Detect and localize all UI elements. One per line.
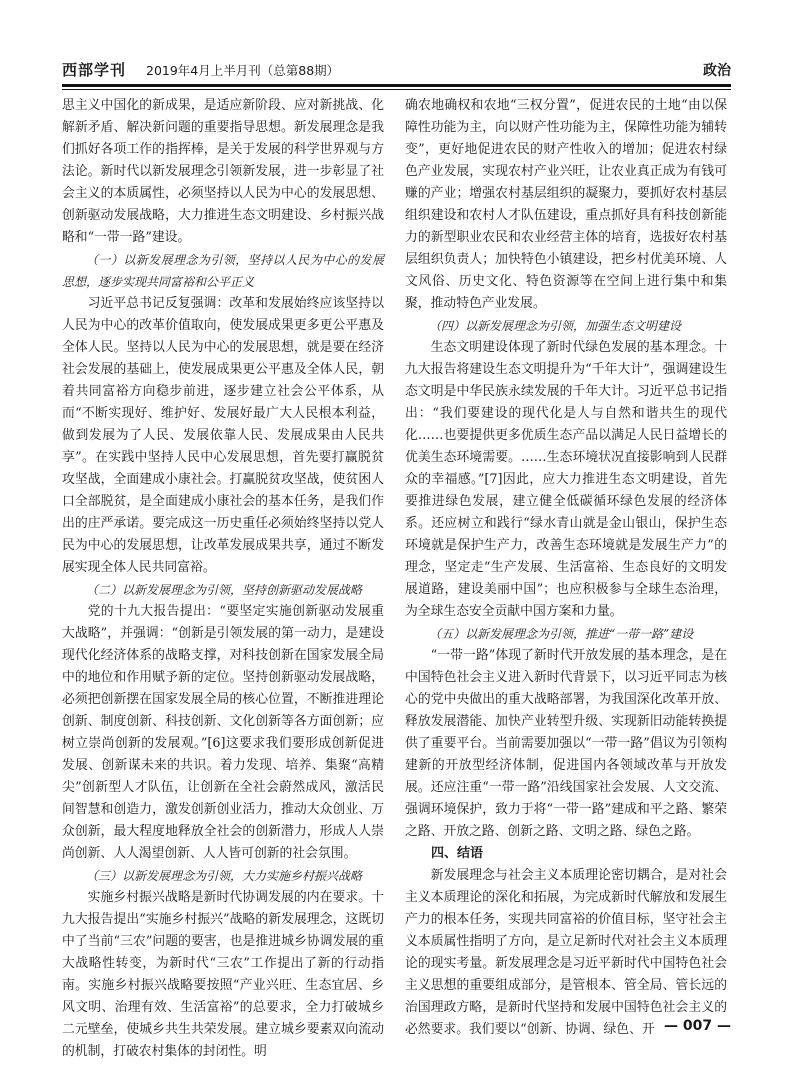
subheading: （一）以新发展理念为引领，坚持以人民为中心的发展思想，逐步实现共同富裕和公平正义: [62, 253, 384, 289]
subheading: （四）以新发展理念为引领，加强生态文明建设: [429, 319, 682, 333]
paragraph: “一带一路”体现了新时代开放发展的基本理念，是在中国特色社会主义进入新时代背景下，以习近平同志为核心的党中央做出的重大战略部署，为我国深化改革开放、释放发展潜能、加快产业转型升级、实现新旧动能转换提供了重要平台。当前需要加强以“一带一路”倡议为引领构建新的开放型经济体制，促进国内各领域改革与开放发展。还应注重“一带一路”沿线国家社会发展、人文交流、强调环境保护，致力于将“一带一路”建成和平之路、繁荣之路、开放之路、创新之路、文明之路、绿色之路。: [405, 648, 727, 839]
section-heading-conclusion: 四、结语: [431, 846, 484, 861]
paragraph: 新发展理念与社会主义本质理论密切耦合，是对社会主义本质理论的深化和拓展，为完成新时代解放和发展生产力的根本任务，实现共同富裕的价值目标，坚守社会主义本质属性指明了方向，是立足新时代对社会主义本质理论的现实考量。新发展理念是习近平新时代中国特色社会主义思想的重要组成部分，是管根本、管全局、管长远的治国理政方略，是新时代坚持和发展中国特色社会主义的必然要求。我们要以“创新、协调、绿色、开: [405, 868, 727, 1037]
subheading: （五）以新发展理念为引领，推进“一带一路”建设: [429, 627, 694, 641]
paragraph: 习近平总书记反复强调：改革和发展始终应该坚持以人民为中心的改革价值取向，使发展成果更多更公平惠及全体人民。坚持以人民为中心的发展思想，就是要在经济社会发展的基础上，使发展成果更公平惠及全体人民，朝着共同富裕方向稳步前进，逐步建立社会公平体系，从而“不断实现好、维护好、发展好最广大人民根本利益，做到发展为了人民、发展依靠人民、发展成果由人民共享”。在实践中坚持人民中心发展思想，首先要打赢脱贫攻坚战，全面建成小康社会。打赢脱贫攻坚战，使贫困人口全部脱贫，是全面建成小康社会的基本任务，是我们作出的庄严承诺。要完成这一历史重任必须始终坚持以党人民为中心的发展思想，让改革发展成果共享，通过不断发展实现全体人民共同富裕。: [62, 296, 384, 575]
paragraph: 党的十九大报告提出：“要坚定实施创新驱动发展重大战略”，并强调：“创新是引领发展的第一动力，是建设现代化经济体系的战略支撑，对科技创新在国家发展全局中的地位和作用赋予新的定位。坚持创新驱动发展战略，必须把创新摆在国家发展全局的核心位置，不断推进理论创新、制度创新、科技创新、文化创新等各方面创新；应树立崇尚创新的发展观。”[6]这要求我们要形成创新促进发展、创新谋未来的共识。着力发现、培养、集聚“高精尖”创新型人才队伍，让创新在全社会蔚然成风，激活民间智慧和创造力，激发创新创业活力，推动大众创业、万众创新，最大程度地释放全社会的创新潜力，形成人人崇尚创新、人人渴望创新、人人皆可创新的社会氛围。: [62, 604, 384, 861]
paragraph: 生态文明建设体现了新时代绿色发展的基本理念。十九大报告将建设生态文明提升为“千年大计”，强调建设生态文明是中华民族永续发展的千年大计。习近平总书记指出：“我们要建设的现代化是人与自然和谐共生的现代化……也要提供更多优质生态产品以满足人民日益增长的优美生态环境需要。……生态环境状况直接影响到人民群众的幸福感。”[7]因此，应大力推进生态文明建设，首先要推进绿色发展，建立健全低碳循环绿色发展的经济体系。还应树立和践行“绿水青山就是金山银山，保护生态环境就是保护生产力，改善生态环境就是发展生产力”的理念，坚定走“生产发展、生活富裕、生态良好的文明发展道路，建设美丽中国”；也应积极参与全球生态治理，为全球生态安全贡献中国方案和力量。: [405, 340, 727, 619]
issue-info: 2019年4月上半月刊（总第88期）: [146, 63, 340, 78]
page-number: — 007 —: [664, 1018, 731, 1034]
page-header: [62, 59, 731, 83]
section-label: 政治: [703, 63, 731, 79]
paragraph: 思主义中国化的新成果，是适应新阶段、应对新挑战、化解新矛盾、解决新问题的重要指导思想。新发展理念是我们抓好各项工作的指挥棒，是关于发展的科学世界观与方法论。新时代以新发展理念引领新发展，进一步彰显了社会主义的本质属性，必须坚持以人民为中心的发展思想、创新驱动发展战略，大力推进生态文明建设、乡村振兴战略和“一带一路”建设。: [62, 98, 384, 245]
paragraph: 确农地确权和农地“三权分置”，促进农民的土地“由以保障性功能为主，向以财产性功能为主，保障性功能为辅转变”，更好地促进农民的财产性收入的增加；促进农村绿色产业发展，实现农村产业兴旺，让农业真正成为有钱可赚的产业；增强农村基层组织的凝聚力，要抓好农村基层组织建设和农村人才队伍建设，重点抓好具有科技创新能力的新型职业农民和农业经营主体的培育，选拔好农村基层组织负责人；加快特色小镇建设，把乡村优美环境、人文风俗、历史文化、特色资源等在空间上进行集中和集聚，推动特色产业发展。: [405, 98, 727, 311]
header-rule-thin: [62, 89, 731, 90]
journal-name: 西部学刊: [62, 61, 127, 79]
paragraph: 实施乡村振兴战略是新时代协调发展的内在要求。十九大报告提出“实施乡村振兴”战略的新发展理念，这既切中了当前“三农”问题的要害，也是推进城乡协调发展的重大战略性转变，为新时代“三农”工作提出了新的行动指南。实施乡村振兴战略要按照“产业兴旺、生态宜居、乡风文明、治理有效、生活富裕”的总要求，全力打破城乡二元壁垒，使城乡共生共荣发展。建立城乡要素双向流动的机制，打破农村集体的封闭性。明: [62, 890, 384, 1059]
subheading: （二）以新发展理念为引领，坚持创新驱动发展战略: [86, 583, 363, 597]
subheading: （三）以新发展理念为引领，大力实施乡村振兴战略: [86, 869, 363, 883]
left-column: [62, 95, 384, 1059]
header-rule-thick: [62, 84, 731, 87]
